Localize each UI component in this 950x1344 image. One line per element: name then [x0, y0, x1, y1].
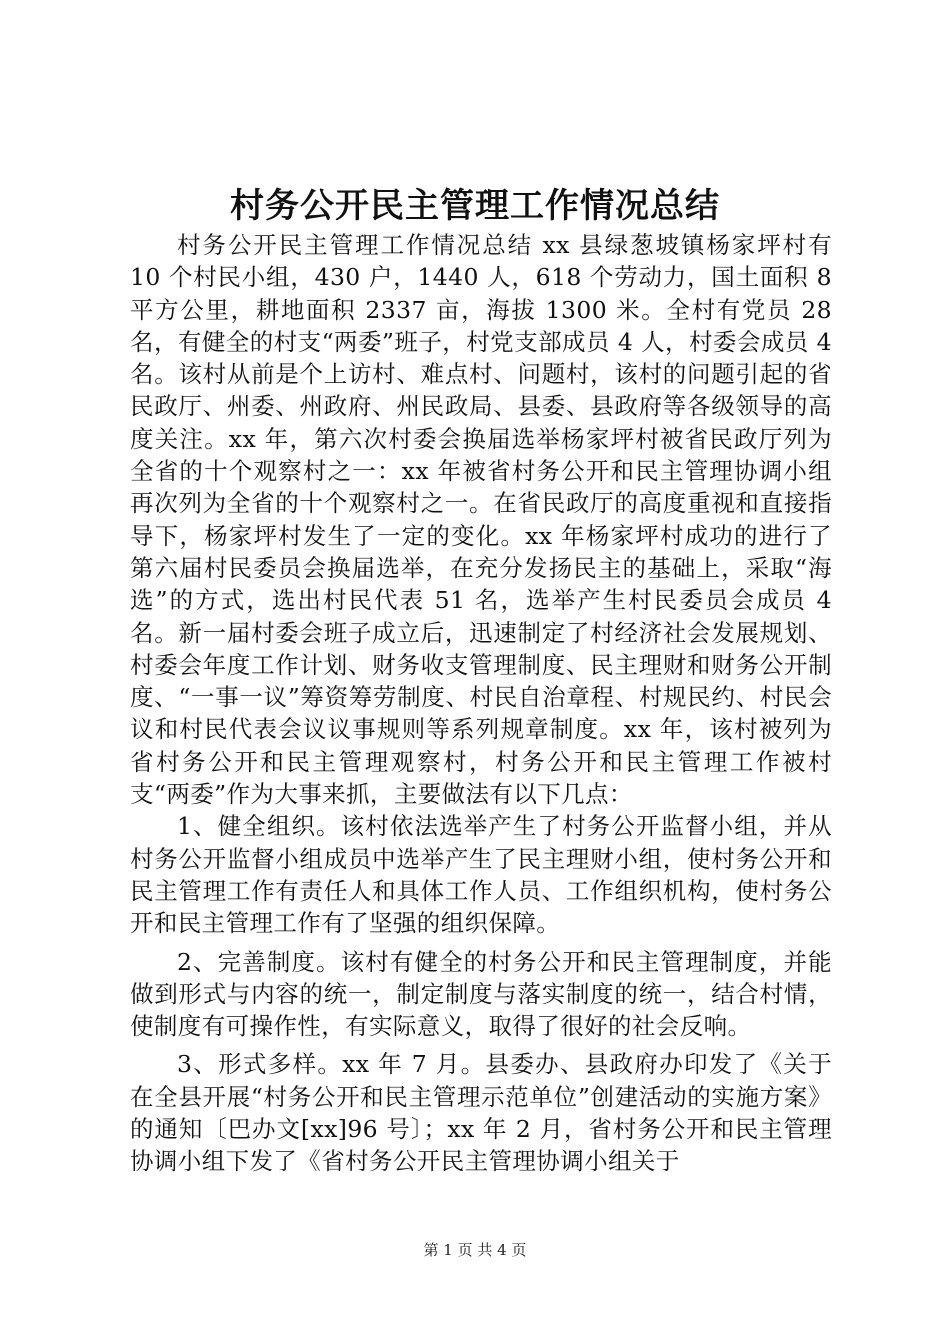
paragraph-item-2: 2、完善制度。该村有健全的村务公开和民主管理制度，并能做到形式与内容的统一，制定制度与落实制度的统一，结合村情，使制度有可操作性，有实际意义，取得了很好的社会反响。 [130, 947, 832, 1041]
paragraph-intro: 村务公开民主管理工作情况总结 xx 县绿葱坡镇杨家坪村有 10 个村民小组，430 户，1440 人，618 个劳动力，国土面积 8 平方公里，耕地面积 2337 亩，海拔 1300 米。全村有党员 28 名，有健全的村支“两委”班子，村党支部成员 4 人，村委会成员 4 名。该村从前是个上访村、难点村、问题村，该村的问题引起的省民政厅、州委、州政府、州民政局、县委、县政府等各级领导的高度关注。xx 年，第六次村委会换届选举杨家坪村被省民政厅列为全省的十个观察村之一：xx 年被省村务公开和民主管理协调小组再次列为全省的十个观察村之一。在省民政厅的高度重视和直接指导下，杨家坪村发生了一定的变化。xx 年杨家坪村成功的进行了第六届村民委员会换届选举，在充分发扬民主的基础上，采取“海选”的方式，选出村民代表 51 名，选举产生村民委员会成员 4 名。新一届村委会班子成立后，迅速制定了村经济社会发展规划、村委会年度工作计划、财务收支管理制度、民主理财和财务公开制度、“一事一议”筹资筹劳制度、村民自治章程、村规民约、村民会议和村民代表会议议事规则等系列规章制度。xx 年，该村被列为省村务公开和民主管理观察村，村务公开和民主管理工作被村支“两委”作为大事来抓，主要做法有以下几点： [130, 231, 832, 809]
paragraph-item-3: 3、形式多样。xx 年 7 月。县委办、县政府办印发了《关于在全县开展“村务公开和民主管理示范单位”创建活动的实施方案》的通知〔巴办文[xx]96 号〕；xx 年 2 月，省村务公开和民主管理协调小组下发了《省村务公开民主管理协调小组关于 [130, 1050, 832, 1176]
page-footer: 第 1 页 共 4 页 [423, 1241, 527, 1259]
document-body [130, 229, 832, 1178]
document-title: 村务公开民主管理工作情况总结 [230, 186, 720, 226]
paragraph-item-1: 1、健全组织。该村依法选举产生了村务公开监督小组，并从村务公开监督小组成员中选举产生了民主理财小组，使村务公开和民主管理工作有责任人和具体工作人员、工作组织机构，使村务公开和民主管理工作有了坚强的组织保障。 [130, 812, 832, 938]
